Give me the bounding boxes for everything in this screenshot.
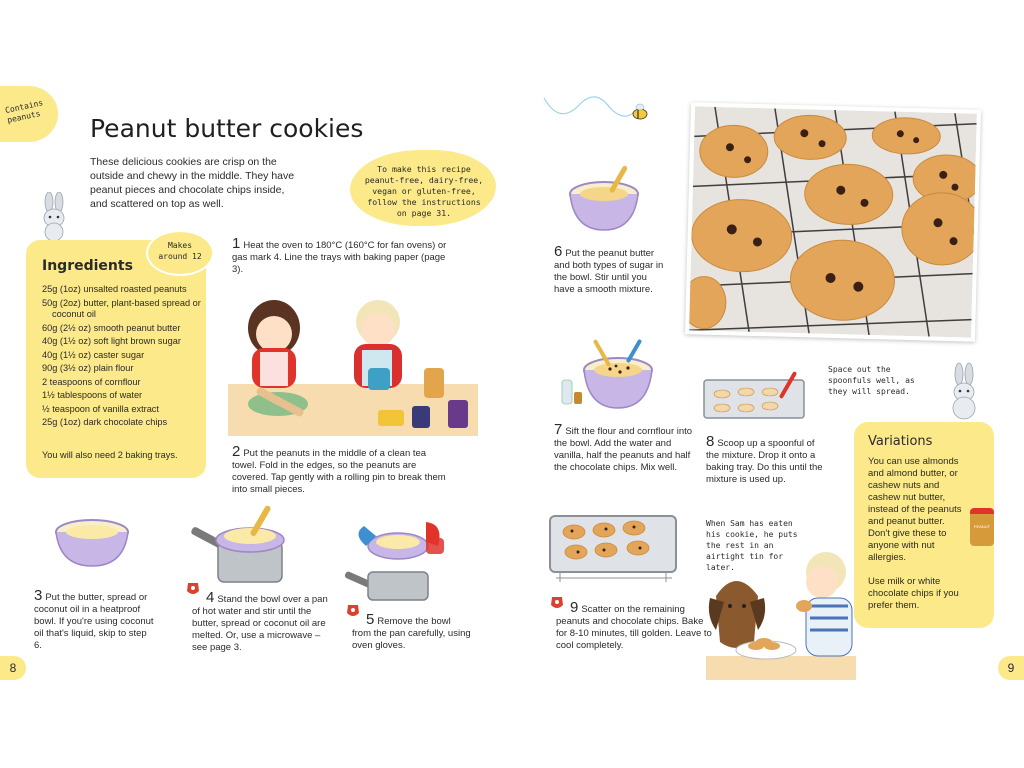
oven-gloves-illustration [342,516,462,602]
step-2 [232,443,452,496]
step-3 [34,587,154,652]
variations-title: Variations [868,434,933,449]
ingredient-item: ½ teaspoon of vanilla extract [42,403,159,414]
tip-space-out: Space out the spoonfuls well, as they will spread. [828,365,915,396]
ingredient-item: 60g (2½ oz) smooth peanut butter [42,322,181,333]
step-1-text: Heat the oven to 180°C (160°C for fan ovens) or gas mark 4. Line the trays with baking paper (page 3). [232,240,447,275]
step-3-number: 3 [34,587,43,604]
step-2-number: 2 [232,443,241,460]
jar-label: PEANUT [973,524,991,529]
ingredient-item: 1½ tablespoons of water [42,390,143,400]
step-9-text: Scatter on the remaining peanuts and chocolate chips. Bake for 8-10 minutes, till golden. Leave to cool completely. [556,604,712,651]
makes-text: Makes around 12 [158,241,202,261]
bowl-with-spoon-illustration [566,164,644,234]
ingredients-title: Ingredients [42,258,133,274]
ingredient-item: 50g (2oz) butter, plant-based spread or coconut oil [42,297,201,319]
contains-peanuts-badge [0,86,58,142]
step-4 [192,589,332,654]
cooling-tray-illustration [546,510,686,586]
step-7-text: Sift the flour and cornflour into the bowl. Add the water and vanilla, half the peanuts and half the chocolate chips. Mix well. [554,426,693,473]
step-4-text: Stand the bowl over a pan of hot water and stir until the butter, spread or coconut oil are melted. Or, use a microwave – see page 3. [192,594,328,653]
makes-badge [146,230,214,276]
mixing-bowl-illustration [560,336,660,412]
step-5 [352,611,472,652]
step-6-text: Put the peanut butter and both types of sugar in the bowl. Stir until you have a smooth mixture. [554,248,664,295]
equipment-note: You will also need 2 baking trays. [42,450,178,460]
badge-text: Contains peanuts [4,98,44,125]
step-8-text: Scoop up a spoonful of the mixture. Drop it onto a baking tray. Do this until the mixture is used up. [706,438,823,485]
bunny-illustration [944,362,984,422]
baking-tray-illustration [702,370,812,422]
tip-sam-airtight-tin: When Sam has eaten his cookie, he puts the rest in an airtight tin for later. [706,519,798,572]
step-6-number: 6 [554,243,563,260]
ingredient-item: 90g (3½ oz) plain flour [42,363,134,373]
bee-illustration [540,86,650,126]
peanut-butter-jar-illustration [970,508,994,546]
page-number-left: 8 [0,656,26,680]
bowl-illustration [52,516,132,570]
step-2-text: Put the peanuts in the middle of a clean tea towel. Fold in the edges, so the peanuts are covered. Tap gently with a rolling pin to break them into small pieces. [232,448,446,495]
page-title: Peanut butter cookies [90,114,364,143]
bowl-over-pan-illustration [188,500,298,586]
ingredient-item: 40g (1½ oz) caster sugar [42,349,145,360]
step-4-number: 4 [206,589,215,606]
cookies-photo-image [689,106,977,337]
cookies-photo [685,102,981,342]
variations-text: You can use almonds and almond butter, or cashew nuts and cashew nut butter, instead of the peanuts and peanut butter. Don't give these to anyone with nut allergies. Use milk or white chocolate chips if you prefer them. [868,456,962,611]
ingredient-item: 25g (1oz) unsalted roasted peanuts [42,284,187,294]
bunny-illustration [34,192,74,242]
step-6 [554,243,664,296]
ingredient-item: 2 teaspoons of cornflour [42,376,141,387]
step-7-number: 7 [554,421,563,438]
ingredient-item: 40g (1½ oz) soft light brown sugar [42,336,181,346]
children-crushing-peanuts-illustration [228,286,478,436]
ingredient-item: 25g (1oz) dark chocolate chips [42,417,168,427]
step-5-text: Remove the bowl from the pan carefully, using oven gloves. [352,616,471,651]
page-number-right: 9 [998,656,1024,680]
right-page [512,0,1024,768]
step-3-text: Put the butter, spread or coconut oil in a heatproof bowl. If you're using coconut oil that's liquid, skip to step 6. [34,592,154,651]
step-1-number: 1 [232,235,241,252]
step-9-number: 9 [570,599,579,616]
ingredients-list [42,284,208,431]
dietary-note-cloud [350,150,496,226]
sam-eating-cookie-illustration [706,546,866,680]
step-9 [556,599,712,652]
intro-text: These delicious cookies are crisp on the outside and chewy in the middle. They have peanut pieces and chocolate chips inside, and scattered on top as well. [90,156,295,210]
dietary-note-text: To make this recipe peanut-free, dairy-free, vegan or gluten-free, follow the instructions on page 31. [364,164,484,218]
step-8-number: 8 [706,433,715,450]
step-5-number: 5 [366,611,375,628]
step-8 [706,433,830,486]
step-7 [554,421,694,474]
step-1 [232,235,452,276]
